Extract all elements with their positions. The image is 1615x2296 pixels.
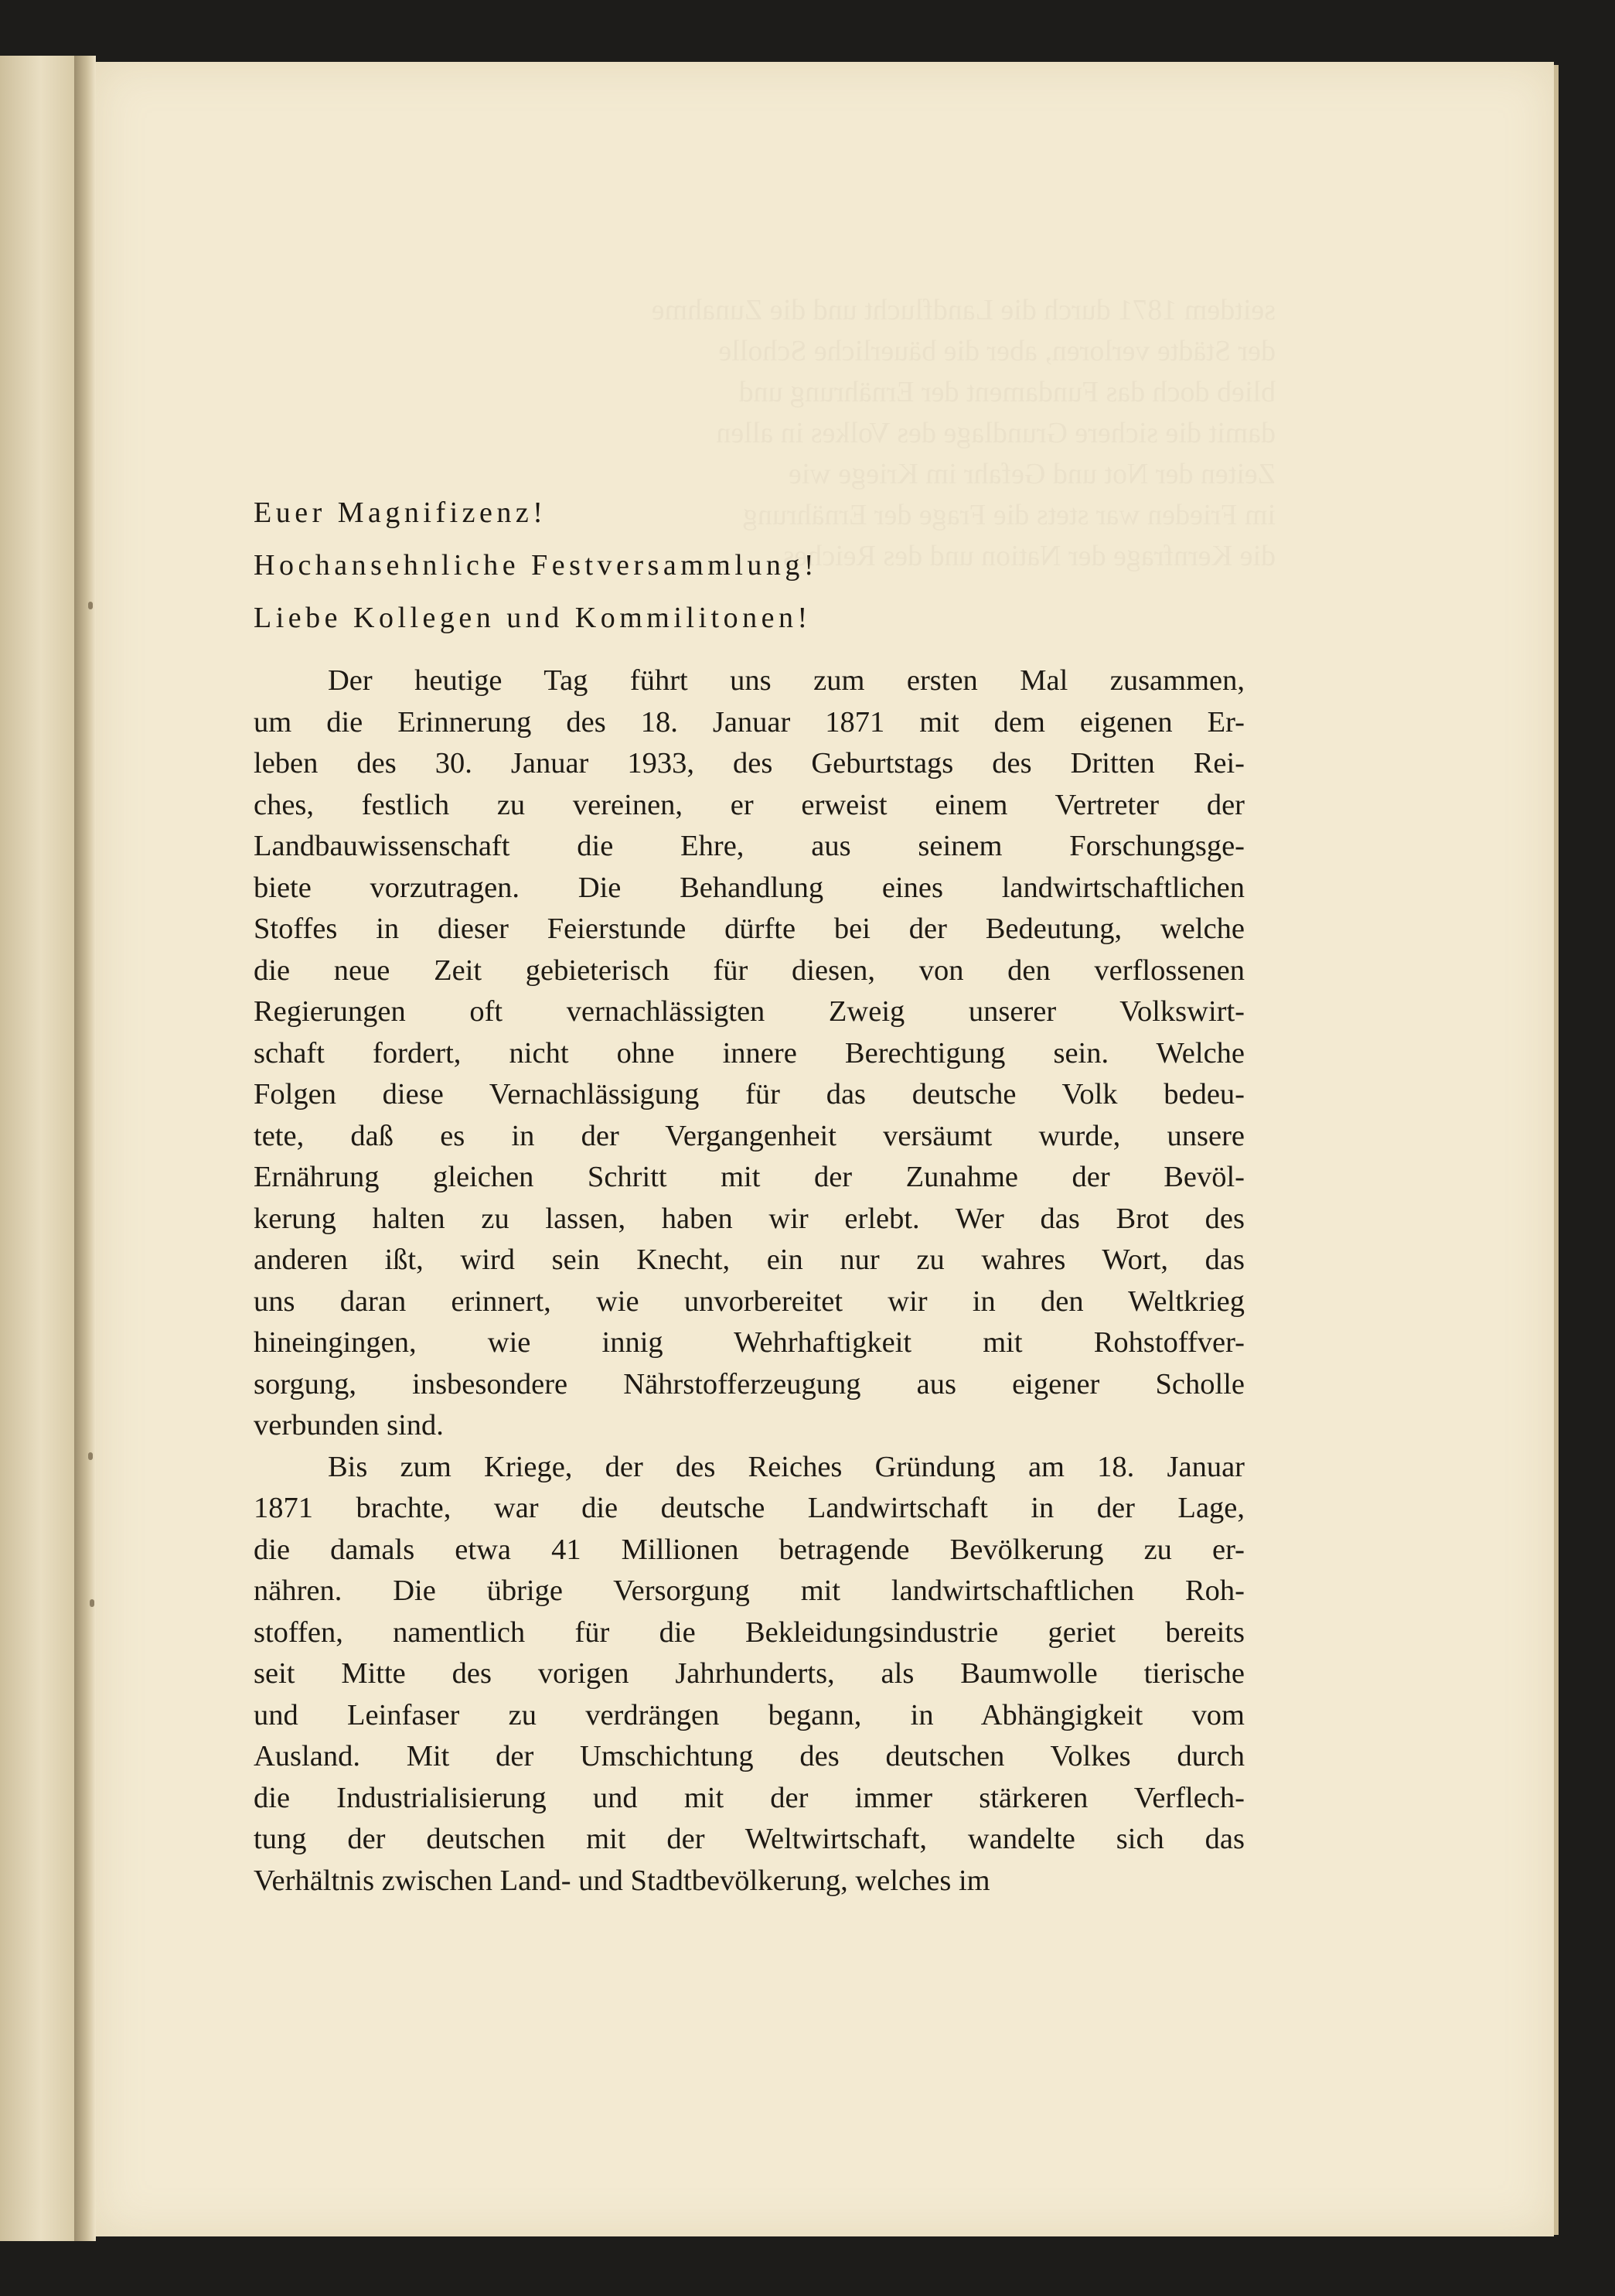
book-gutter bbox=[74, 56, 96, 2241]
text-line: kerung halten zu lassen, haben wir erlebt. Wer das Brot des bbox=[254, 1202, 1245, 1235]
text-line: und Leinfaser zu verdrängen begann, in Abhängigkeit vom bbox=[254, 1698, 1245, 1731]
salutation-1: Euer Magnifizenz! bbox=[254, 496, 547, 529]
text-line: schaft fordert, nicht ohne innere Berechtigung sein. Welche bbox=[254, 1036, 1245, 1070]
left-page-edge bbox=[0, 56, 74, 2241]
body-paragraphs bbox=[254, 660, 1245, 1902]
text-line: hineingingen, wie innig Wehrhaftigkeit mit Rohstoffver- bbox=[254, 1326, 1245, 1359]
text-line: Ausland. Mit der Umschichtung des deutschen Volkes durch bbox=[254, 1740, 1245, 1772]
text-line: Landbauwissenschaft die Ehre, aus seinem Forschungsge- bbox=[254, 830, 1245, 862]
page-edge bbox=[1554, 65, 1559, 2235]
text-line: die Industrialisierung und mit der immer stärkeren Verflech- bbox=[254, 1781, 1245, 1814]
text-line: Regierungen oft vernachlässigten Zweig unserer Volkswirt- bbox=[254, 995, 1245, 1028]
text-line: sorgung, insbesondere Nährstofferzeugung aus eigener Scholle bbox=[254, 1367, 1245, 1400]
text-line: tete, daß es in der Vergangenheit versäumt wurde, unsere bbox=[254, 1119, 1245, 1152]
paragraph-1 bbox=[254, 660, 1245, 1447]
text-line: anderen ißt, wird sein Knecht, ein nur zu wahres Wort, das bbox=[254, 1244, 1245, 1276]
text-line: verbunden sind. bbox=[254, 1409, 444, 1441]
text-line: die neue Zeit gebieterisch für diesen, von den verflossenen bbox=[254, 954, 1245, 987]
text-line: tung der deutschen mit der Weltwirtschaft, wandelte sich das bbox=[254, 1823, 1245, 1855]
text-line: Ernährung gleichen Schritt mit der Zunahme der Bevöl- bbox=[254, 1161, 1245, 1193]
text-line: stoffen, namentlich für die Bekleidungsindustrie geriet bereits bbox=[254, 1615, 1245, 1649]
text-line: die damals etwa 41 Millionen betragende Bevölkerung zu er- bbox=[254, 1533, 1245, 1566]
text-line: Verhältnis zwischen Land- und Stadtbevölkerung, welches im bbox=[254, 1864, 990, 1897]
text-line: Bis zum Kriege, der des Reiches Gründung am 18. Januar bbox=[328, 1450, 1245, 1483]
text-line: Folgen diese Vernachlässigung für das deutsche Volk bedeu- bbox=[254, 1078, 1245, 1110]
text-line: ches, festlich zu vereinen, er erweist einem Vertreter der bbox=[254, 788, 1245, 821]
salutation-2: Hochansehnliche Festversammlung! bbox=[254, 549, 819, 582]
text-line: 1871 brachte, war die deutsche Landwirtschaft in der Lage, bbox=[254, 1492, 1245, 1524]
text-line: um die Erinnerung des 18. Januar 1871 mit dem eigenen Er- bbox=[254, 705, 1245, 739]
page-mark bbox=[90, 1599, 94, 1607]
main-text-block bbox=[254, 495, 1245, 1902]
text-line: leben des 30. Januar 1933, des Geburtstags des Dritten Rei- bbox=[254, 747, 1245, 780]
text-line: Der heutige Tag führt uns zum ersten Mal zusammen, bbox=[328, 664, 1245, 697]
text-line: uns daran erinnert, wie unvorbereitet wir in den Weltkrieg bbox=[254, 1284, 1245, 1318]
text-line: Stoffes in dieser Feierstunde dürfte bei der Bedeutung, welche bbox=[254, 913, 1245, 945]
text-line: biete vorzutragen. Die Behandlung eines landwirtschaftlichen bbox=[254, 871, 1245, 904]
page-mark bbox=[88, 1452, 93, 1460]
paragraph-2 bbox=[254, 1447, 1245, 1902]
salutation-3: Liebe Kollegen und Kommilitonen! bbox=[254, 602, 812, 634]
text-line: nähren. Die übrige Versorgung mit landwirtschaftlichen Roh- bbox=[254, 1574, 1245, 1607]
text-line: seit Mitte des vorigen Jahrhunderts, als Baumwolle tierische bbox=[254, 1657, 1245, 1690]
page-mark bbox=[88, 602, 93, 609]
spacer bbox=[254, 653, 1245, 660]
